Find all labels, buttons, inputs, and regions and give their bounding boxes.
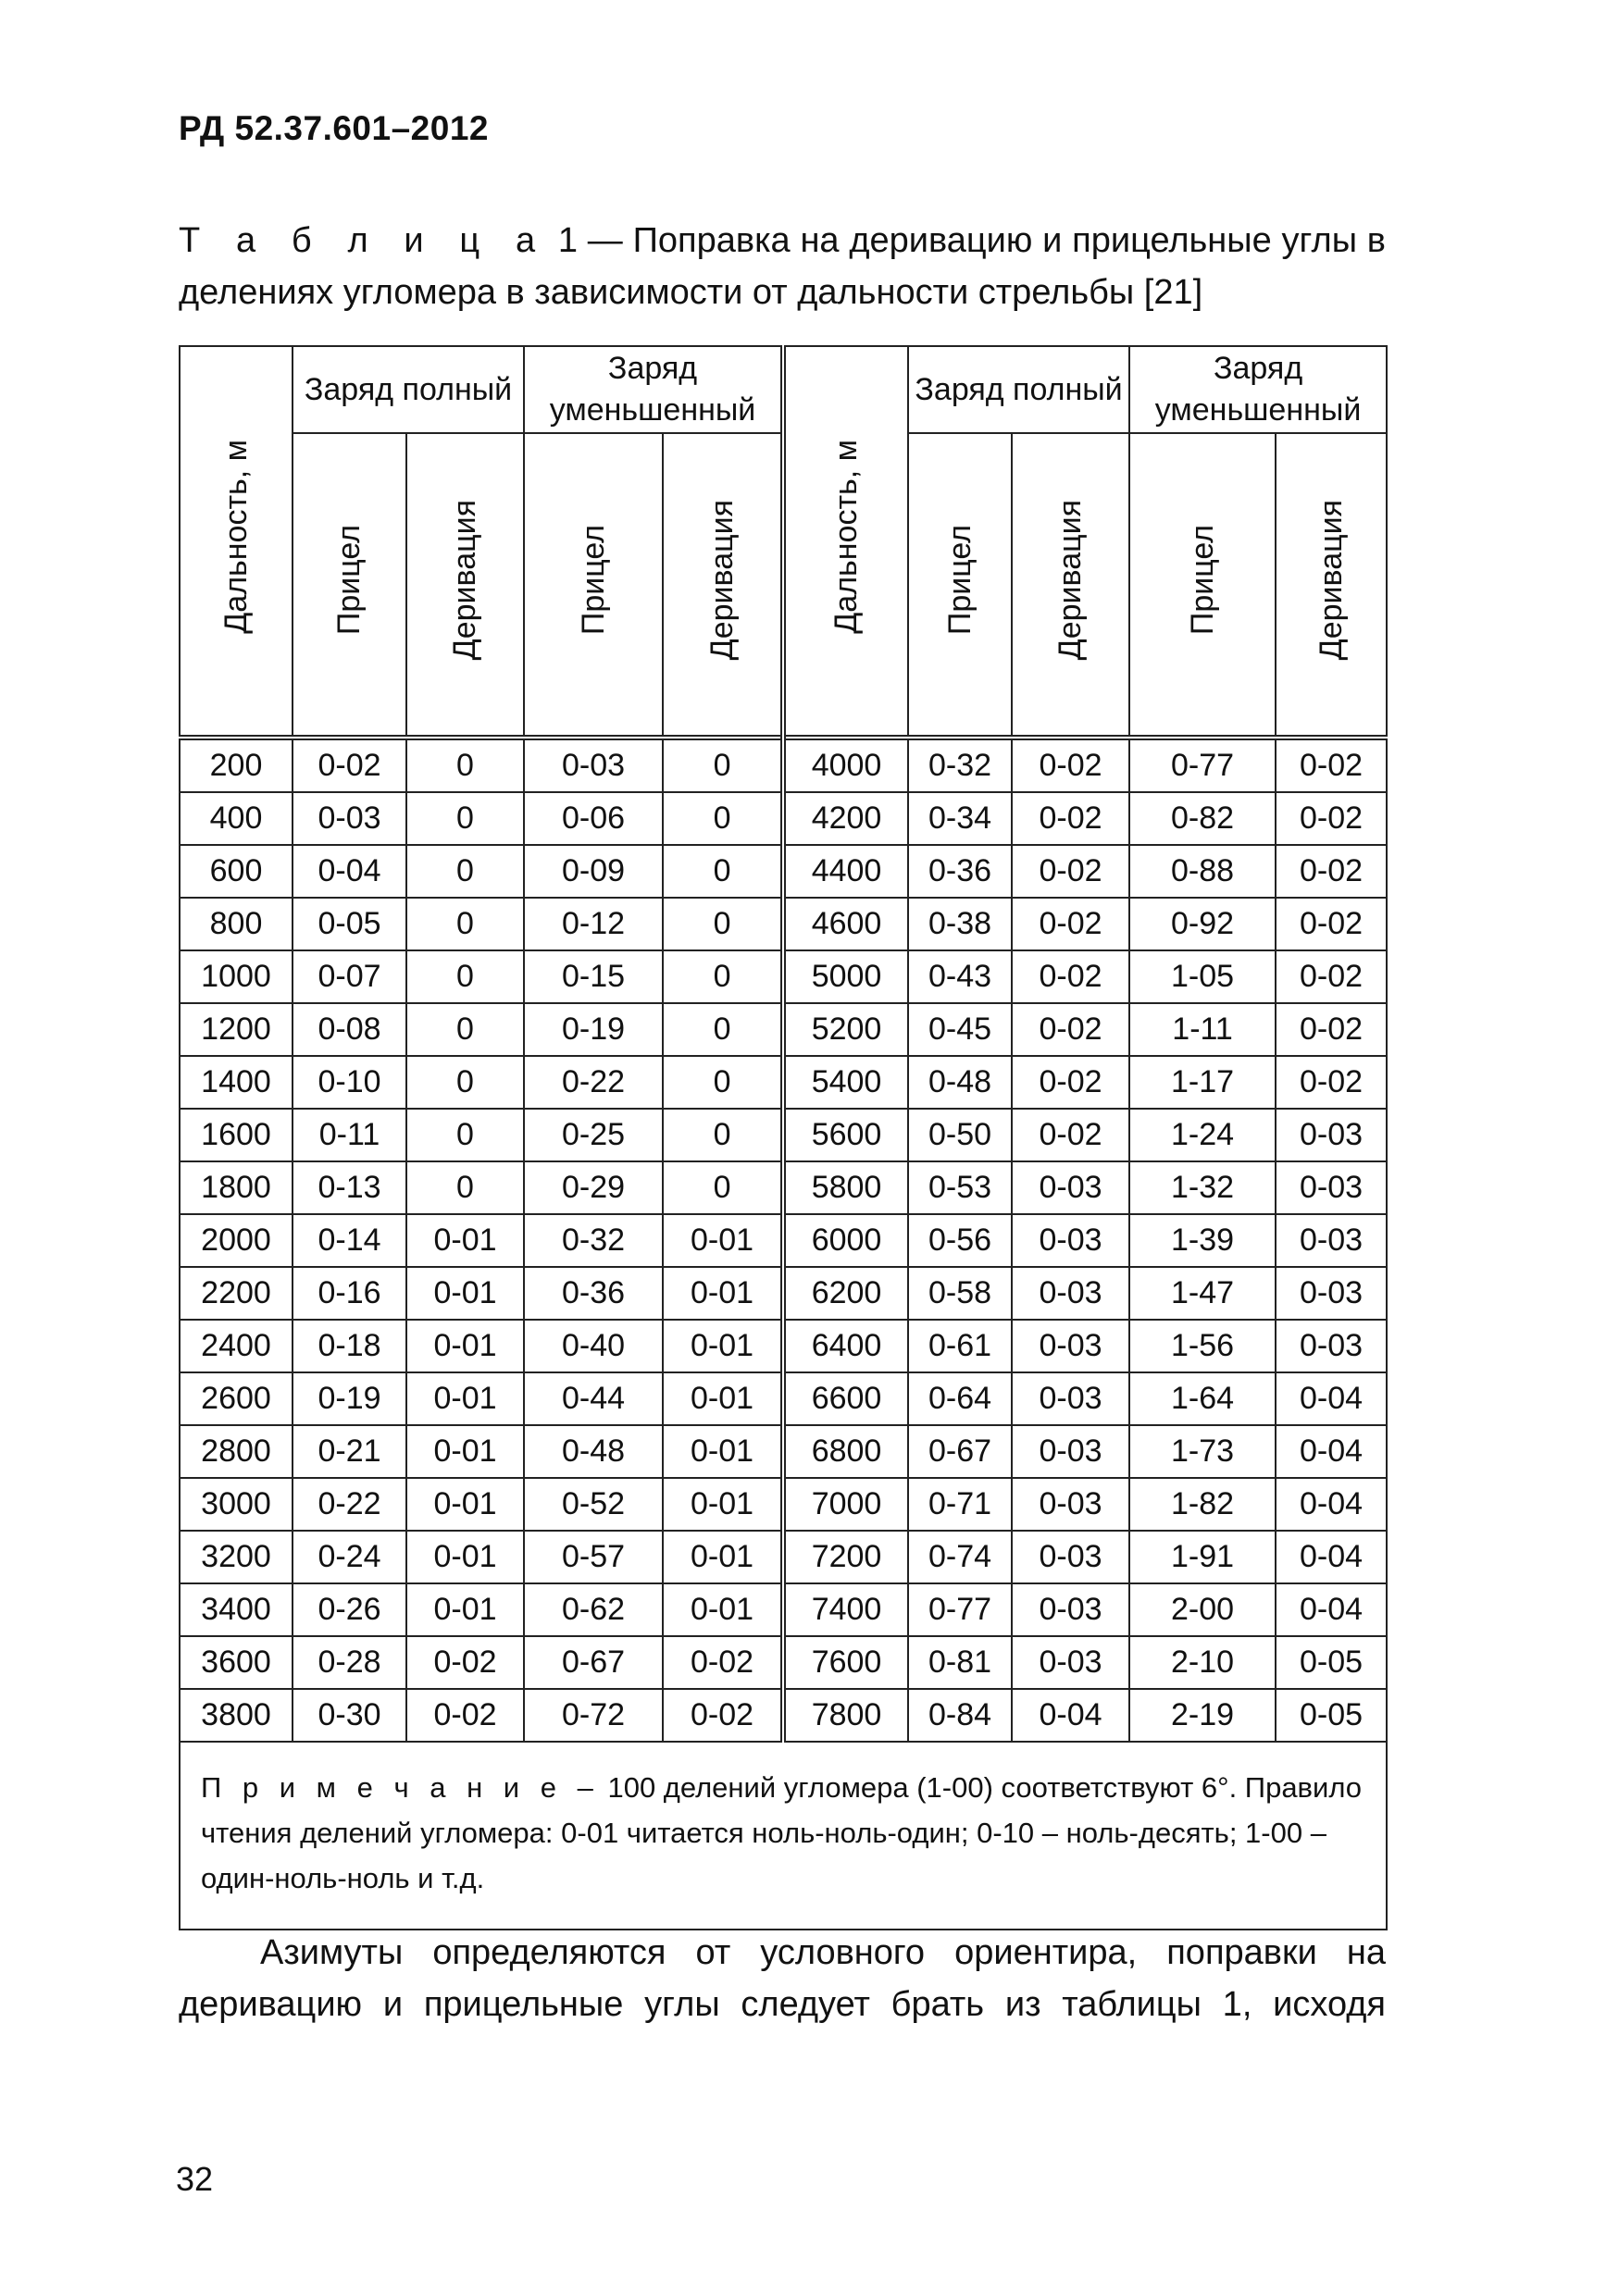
table-caption-text: 1 — Поправка на деривацию и прицельные углы в делениях угломера в зависимости от дальности стрельбы [21]: [179, 221, 1386, 312]
table-cell: 0: [406, 898, 524, 950]
table-cell: 0-53: [908, 1161, 1012, 1214]
table-cell: 2600: [180, 1372, 293, 1425]
table-cell: 0-50: [908, 1109, 1012, 1161]
table-cell: 0-43: [908, 950, 1012, 1003]
table-cell: 1-56: [1129, 1320, 1276, 1372]
table-cell: 0-16: [293, 1267, 406, 1320]
table-cell: 0-01: [663, 1425, 783, 1478]
table-cell: 0-04: [293, 845, 406, 898]
table-row: [180, 1056, 1387, 1109]
table-cell: 1-39: [1129, 1214, 1276, 1267]
table-cell: 0-12: [524, 898, 663, 950]
table-cell: 0: [406, 845, 524, 898]
derivation-header: Деривация: [663, 433, 783, 738]
table-cell: 1-47: [1129, 1267, 1276, 1320]
table-cell: 0: [406, 1056, 524, 1109]
table-cell: 1-17: [1129, 1056, 1276, 1109]
table-cell: 0-01: [406, 1425, 524, 1478]
derivation-header: Деривация: [1276, 433, 1387, 738]
table-cell: 0-38: [908, 898, 1012, 950]
table-cell: 0-62: [524, 1583, 663, 1636]
table-cell: 0-40: [524, 1320, 663, 1372]
table-cell: 0: [663, 1056, 783, 1109]
table-cell: 0-52: [524, 1478, 663, 1531]
table-cell: 400: [180, 792, 293, 845]
table-cell: 0-03: [1276, 1214, 1387, 1267]
table-cell: 0-01: [406, 1372, 524, 1425]
sight-header: Прицел: [1129, 433, 1276, 738]
table-cell: 0-03: [1276, 1267, 1387, 1320]
table-note-label: П р и м е ч а н и е –: [201, 1771, 600, 1804]
table-cell: 0-71: [908, 1478, 1012, 1531]
table-cell: 0-04: [1276, 1531, 1387, 1583]
charge-full-header-left: Заряд полный: [293, 346, 524, 433]
table-cell: 200: [180, 738, 293, 792]
table-cell: 0-02: [1012, 792, 1129, 845]
table-cell: 0-28: [293, 1636, 406, 1689]
table-cell: 0-77: [908, 1583, 1012, 1636]
table-cell: 0-05: [293, 898, 406, 950]
table-cell: 0-57: [524, 1531, 663, 1583]
table-cell: 0-02: [1276, 738, 1387, 792]
sight-header: Прицел: [293, 433, 406, 738]
table-row: [180, 1425, 1387, 1478]
table-cell: 0-02: [1012, 1109, 1129, 1161]
table-cell: 0-09: [524, 845, 663, 898]
table-cell: 0-30: [293, 1689, 406, 1742]
table-cell: 0-02: [1276, 792, 1387, 845]
table-cell: 3000: [180, 1478, 293, 1531]
table-cell: 0-03: [1276, 1320, 1387, 1372]
table-cell: 0-15: [524, 950, 663, 1003]
table-cell: 0-02: [406, 1689, 524, 1742]
table-cell: 1200: [180, 1003, 293, 1056]
table-cell: 0-10: [293, 1056, 406, 1109]
table-cell: 0: [663, 792, 783, 845]
table-row: [180, 1583, 1387, 1636]
table-cell: 800: [180, 898, 293, 950]
table-cell: 5400: [783, 1056, 908, 1109]
table-caption-label: Т а б л и ц а: [179, 221, 549, 260]
table-cell: 2-00: [1129, 1583, 1276, 1636]
table-cell: 1400: [180, 1056, 293, 1109]
sight-header: Прицел: [908, 433, 1012, 738]
table-cell: 6600: [783, 1372, 908, 1425]
table-row: [180, 1003, 1387, 1056]
table-cell: 0-36: [524, 1267, 663, 1320]
table-cell: 0-29: [524, 1161, 663, 1214]
table-cell: 3800: [180, 1689, 293, 1742]
table-cell: 0-92: [1129, 898, 1276, 950]
table-cell: 6400: [783, 1320, 908, 1372]
table-cell: 0-36: [908, 845, 1012, 898]
table-cell: 6800: [783, 1425, 908, 1478]
table-cell: 0-02: [1012, 845, 1129, 898]
table-cell: 0-03: [293, 792, 406, 845]
table-note: [180, 1742, 1387, 1930]
table-cell: 0: [406, 950, 524, 1003]
table-cell: 0-45: [908, 1003, 1012, 1056]
table-cell: 4400: [783, 845, 908, 898]
table-cell: 5200: [783, 1003, 908, 1056]
table-cell: 0-01: [406, 1214, 524, 1267]
table-cell: 0-34: [908, 792, 1012, 845]
table-cell: 0-26: [293, 1583, 406, 1636]
table-cell: 0-01: [663, 1214, 783, 1267]
table-cell: 0-01: [406, 1531, 524, 1583]
table-cell: 0-32: [524, 1214, 663, 1267]
table-cell: 0-19: [293, 1372, 406, 1425]
table-cell: 0-01: [406, 1478, 524, 1531]
table-cell: 0-02: [1276, 1003, 1387, 1056]
table-cell: 0-04: [1276, 1372, 1387, 1425]
table-cell: 0: [663, 738, 783, 792]
table-cell: 0-22: [293, 1478, 406, 1531]
table-cell: 0-48: [908, 1056, 1012, 1109]
table-cell: 0-04: [1012, 1689, 1129, 1742]
table-cell: 1-24: [1129, 1109, 1276, 1161]
table-cell: 0-03: [1012, 1161, 1129, 1214]
table-cell: 0-02: [1276, 950, 1387, 1003]
table-cell: 0-74: [908, 1531, 1012, 1583]
table-cell: 2400: [180, 1320, 293, 1372]
table-cell: 0-88: [1129, 845, 1276, 898]
table-row: [180, 845, 1387, 898]
table-row: [180, 1636, 1387, 1689]
table-cell: 0-03: [1012, 1636, 1129, 1689]
table-cell: 0-84: [908, 1689, 1012, 1742]
table-cell: 6000: [783, 1214, 908, 1267]
table-cell: 0-02: [1276, 1056, 1387, 1109]
table-cell: 2200: [180, 1267, 293, 1320]
table-cell: 0-22: [524, 1056, 663, 1109]
table-cell: 0-04: [1276, 1425, 1387, 1478]
table-cell: 0-01: [663, 1478, 783, 1531]
table-cell: 0-02: [1012, 950, 1129, 1003]
table-cell: 0-02: [1276, 898, 1387, 950]
table-row: [180, 738, 1387, 792]
table-cell: 1-91: [1129, 1531, 1276, 1583]
table-row: [180, 1689, 1387, 1742]
table-cell: 0-02: [1012, 898, 1129, 950]
table-cell: 0-03: [1012, 1531, 1129, 1583]
table-cell: 1-05: [1129, 950, 1276, 1003]
table-cell: 3600: [180, 1636, 293, 1689]
sight-header: Прицел: [524, 433, 663, 738]
charge-full-header-right: Заряд полный: [908, 346, 1129, 433]
table-cell: 0: [663, 950, 783, 1003]
charge-reduced-header-right: Заряд уменьшенный: [1129, 346, 1387, 433]
table-cell: 0-24: [293, 1531, 406, 1583]
table-cell: 0-04: [1276, 1478, 1387, 1531]
table-cell: 0-13: [293, 1161, 406, 1214]
range-header-right: Дальность, м: [783, 346, 908, 738]
table-cell: 0-03: [1012, 1583, 1129, 1636]
table-cell: 2000: [180, 1214, 293, 1267]
table-cell: 0-03: [1276, 1161, 1387, 1214]
table-cell: 3200: [180, 1531, 293, 1583]
table-cell: 0-72: [524, 1689, 663, 1742]
table-row: [180, 1320, 1387, 1372]
table-cell: 0-67: [524, 1636, 663, 1689]
table-cell: 0: [663, 1161, 783, 1214]
table-cell: 0-18: [293, 1320, 406, 1372]
table-cell: 1800: [180, 1161, 293, 1214]
table-cell: 0-44: [524, 1372, 663, 1425]
table-cell: 0-67: [908, 1425, 1012, 1478]
table-cell: 0: [406, 792, 524, 845]
table-cell: 0-02: [1012, 1003, 1129, 1056]
derivation-header: Деривация: [406, 433, 524, 738]
table-cell: 0-03: [1012, 1372, 1129, 1425]
table-cell: 0: [406, 1161, 524, 1214]
table-row: [180, 1109, 1387, 1161]
table-row: [180, 1267, 1387, 1320]
table-row: [180, 950, 1387, 1003]
table-cell: 0-03: [1012, 1425, 1129, 1478]
table-cell: 5600: [783, 1109, 908, 1161]
table-cell: 0-03: [1276, 1109, 1387, 1161]
table-cell: 1-64: [1129, 1372, 1276, 1425]
table-cell: 0-03: [1012, 1320, 1129, 1372]
table-cell: 0-06: [524, 792, 663, 845]
table-cell: 4200: [783, 792, 908, 845]
table-cell: 0-01: [406, 1267, 524, 1320]
table-cell: 0-02: [663, 1636, 783, 1689]
table-row: [180, 792, 1387, 845]
table-cell: 1-73: [1129, 1425, 1276, 1478]
table-cell: 0-01: [406, 1583, 524, 1636]
table-cell: 1-32: [1129, 1161, 1276, 1214]
body-paragraph: Азимуты определяются от условного ориентира, поправки на деривацию и прицельные углы следует брать из таблицы 1, исходя: [179, 1933, 1386, 2024]
table-cell: 0-82: [1129, 792, 1276, 845]
table-cell: 0: [406, 1109, 524, 1161]
table-cell: 0-02: [1012, 1056, 1129, 1109]
table-cell: 0-02: [406, 1636, 524, 1689]
table-cell: 0-03: [1012, 1214, 1129, 1267]
table-cell: 0-02: [293, 738, 406, 792]
table-cell: 1-11: [1129, 1003, 1276, 1056]
table-cell: 0: [406, 738, 524, 792]
table-cell: 0-58: [908, 1267, 1012, 1320]
table-cell: 0-03: [524, 738, 663, 792]
table-cell: 0-08: [293, 1003, 406, 1056]
table-cell: 0-01: [406, 1320, 524, 1372]
table-row: [180, 1372, 1387, 1425]
derivation-header: Деривация: [1012, 433, 1129, 738]
document-code: РД 52.37.601–2012: [179, 109, 489, 147]
table-note-text: 100 делений угломера (1-00) соответствуют 6°. Правило чтения делений угломера: 0-01 читается ноль-ноль-один; 0-10 – ноль-десять; 1-00 – один-ноль-ноль и т.д.: [201, 1771, 1363, 1894]
table-cell: 0-02: [1012, 738, 1129, 792]
table-cell: 0: [663, 1109, 783, 1161]
table-cell: 0-77: [1129, 738, 1276, 792]
table-cell: 0: [663, 898, 783, 950]
table-cell: 7600: [783, 1636, 908, 1689]
table-cell: 0-81: [908, 1636, 1012, 1689]
table-cell: 0: [663, 1003, 783, 1056]
table-cell: 5000: [783, 950, 908, 1003]
table-cell: 4600: [783, 898, 908, 950]
table-cell: 0-32: [908, 738, 1012, 792]
table-cell: 2-10: [1129, 1636, 1276, 1689]
table-cell: 0-01: [663, 1372, 783, 1425]
table-cell: 0-03: [1012, 1267, 1129, 1320]
table-cell: 0-07: [293, 950, 406, 1003]
table-cell: 2-19: [1129, 1689, 1276, 1742]
table-cell: 6200: [783, 1267, 908, 1320]
table-cell: 0-48: [524, 1425, 663, 1478]
table-row: [180, 898, 1387, 950]
table-cell: 1-82: [1129, 1478, 1276, 1531]
table-cell: 2800: [180, 1425, 293, 1478]
table-cell: 7000: [783, 1478, 908, 1531]
table-row: [180, 1214, 1387, 1267]
charge-reduced-header-left: Заряд уменьшенный: [524, 346, 783, 433]
table-cell: 7200: [783, 1531, 908, 1583]
derivation-table: [179, 345, 1388, 1930]
table-cell: 0-05: [1276, 1689, 1387, 1742]
table-cell: 0-05: [1276, 1636, 1387, 1689]
table-cell: 1600: [180, 1109, 293, 1161]
table-row: [180, 1531, 1387, 1583]
table-cell: 0: [406, 1003, 524, 1056]
table-cell: 0-21: [293, 1425, 406, 1478]
table-cell: 0: [663, 845, 783, 898]
table-cell: 0-02: [1276, 845, 1387, 898]
table-cell: 0-01: [663, 1531, 783, 1583]
table-cell: 7800: [783, 1689, 908, 1742]
table-cell: 0-56: [908, 1214, 1012, 1267]
table-cell: 1000: [180, 950, 293, 1003]
table-cell: 0-02: [663, 1689, 783, 1742]
range-header-left: Дальность, м: [180, 346, 293, 738]
table-cell: 0-01: [663, 1267, 783, 1320]
table-caption: [179, 215, 1386, 318]
table-body: [180, 738, 1387, 1742]
table-cell: 0-04: [1276, 1583, 1387, 1636]
table-cell: 0-14: [293, 1214, 406, 1267]
table-cell: 7400: [783, 1583, 908, 1636]
table-cell: 5800: [783, 1161, 908, 1214]
table-cell: 0-61: [908, 1320, 1012, 1372]
page-number: 32: [176, 2160, 214, 2198]
table-row: [180, 1161, 1387, 1214]
table-cell: 0-03: [1012, 1478, 1129, 1531]
table-cell: 0-01: [663, 1320, 783, 1372]
table-cell: 0-01: [663, 1583, 783, 1636]
table-row: [180, 1478, 1387, 1531]
table-cell: 0-64: [908, 1372, 1012, 1425]
table-cell: 4000: [783, 738, 908, 792]
table-cell: 600: [180, 845, 293, 898]
table-cell: 0-25: [524, 1109, 663, 1161]
table-cell: 3400: [180, 1583, 293, 1636]
table-cell: 0-11: [293, 1109, 406, 1161]
table-cell: 0-19: [524, 1003, 663, 1056]
